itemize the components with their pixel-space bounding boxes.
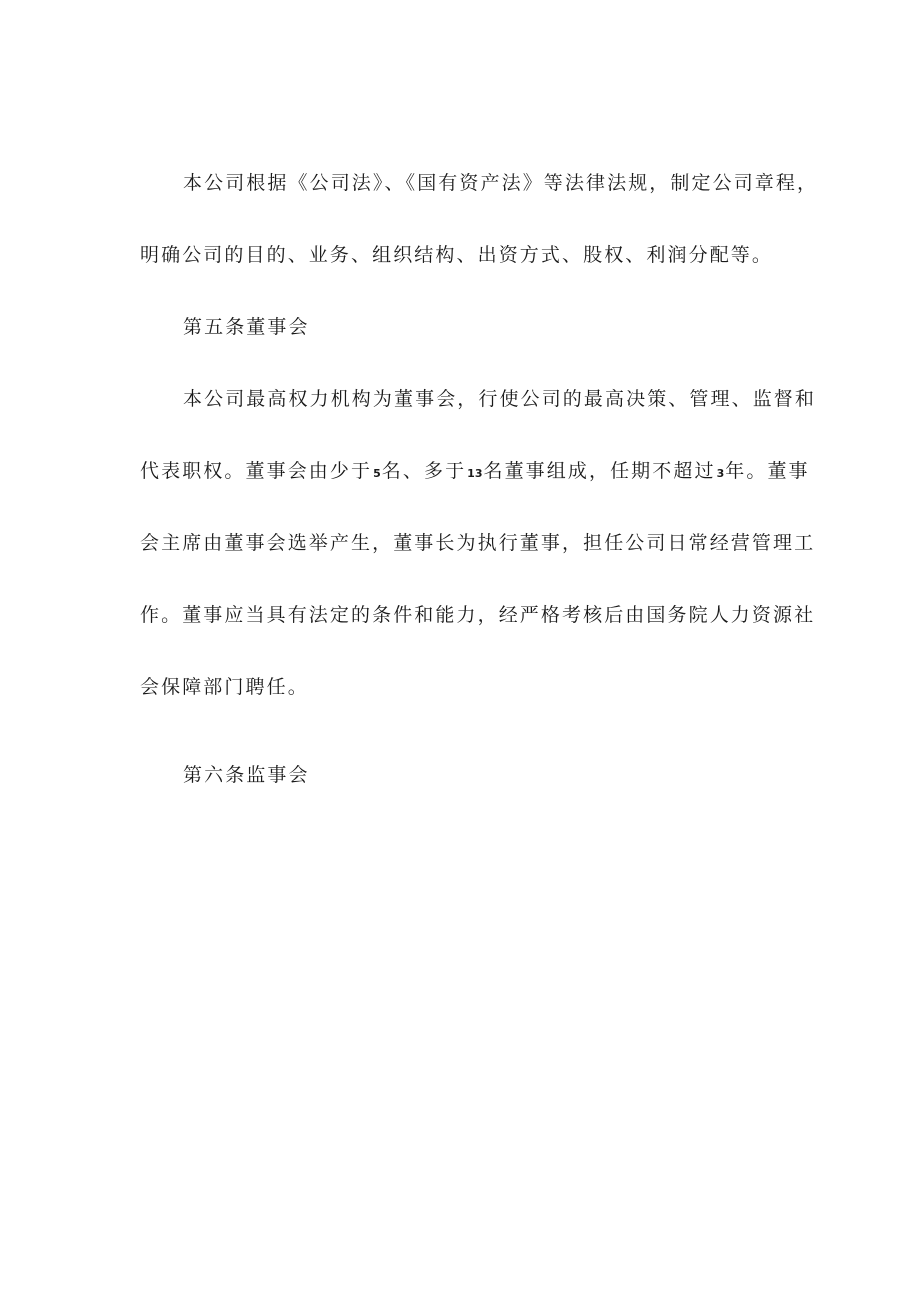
section-heading-article-6: 第六条监事会 [183, 764, 310, 786]
paragraph-1-line-2: 明确公司的目的、业务、组织结构、出资方式、股权、利润分配等。 [140, 244, 774, 266]
paragraph-2-line-1: 本公司最高权力机构为董事会，行使公司的最高决策、管理、监督和 [183, 388, 817, 410]
paragraph-2-line-2-text-b: 名、多于 [381, 460, 467, 482]
paragraph-2-line-5: 会保障部门聘任。 [140, 676, 309, 698]
paragraph-2-line-2-text-c: 名董事组成，任期不超过 [483, 460, 716, 482]
paragraph-1-line-1: 本公司根据《公司法》、《国有资产法》等法律法规，制定公司章程， [183, 172, 819, 194]
min-directors-number: 5 [373, 467, 381, 480]
paragraph-2-line-2 [140, 458, 810, 487]
paragraph-2-line-2-text-d: 年。董事 [725, 460, 810, 482]
paragraph-2-line-4: 作。董事应当具有法定的条件和能力，经严格考核后由国务院人力资源社 [140, 604, 816, 626]
section-heading-article-5: 第五条董事会 [183, 316, 310, 338]
max-directors-number: 13 [467, 467, 483, 480]
term-years-number: 3 [716, 467, 725, 480]
paragraph-2-line-2-text-a: 代表职权。董事会由少于 [140, 460, 373, 482]
paragraph-2-line-3: 会主席由董事会选举产生，董事长为执行董事，担任公司日常经营管理工 [140, 532, 816, 554]
